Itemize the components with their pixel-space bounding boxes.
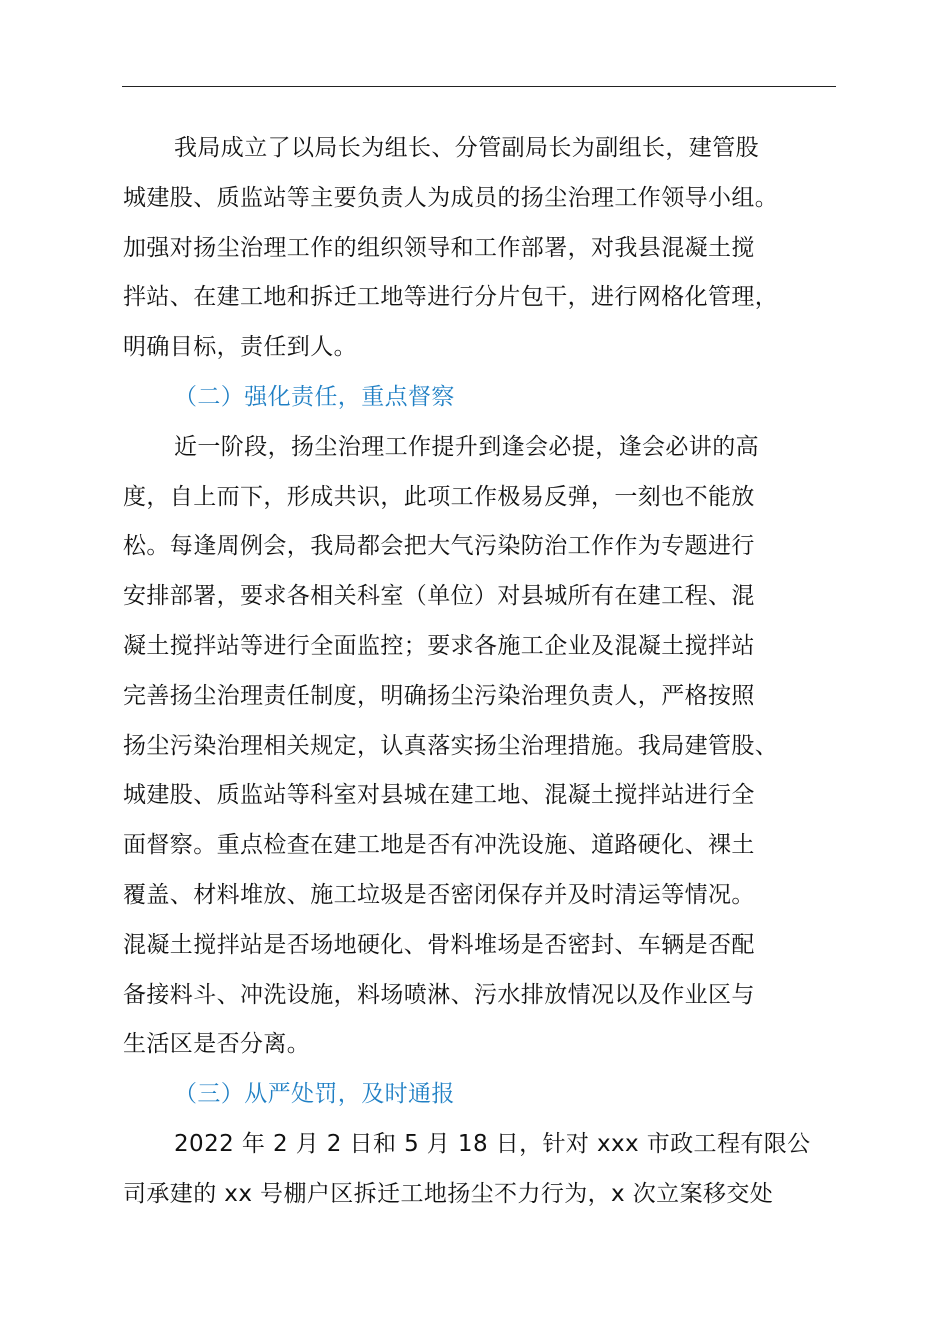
paragraph-line: 松。每逢周例会，我局都会把大气污染防治工作作为专题进行 — [123, 533, 755, 560]
paragraph-line: 司承建的 xx 号棚户区拆迁工地扬尘不力行为，x 次立案移交处 — [123, 1180, 774, 1207]
paragraph-line: 城建股、质监站等科室对县城在建工地、混凝土搅拌站进行全 — [123, 782, 755, 809]
paragraph-line: 扬尘污染治理相关规定，认真落实扬尘治理措施。我局建管股、 — [123, 732, 779, 759]
section-heading: （三）从严处罚，及时通报 — [174, 1081, 455, 1108]
paragraph-line: 拌站、在建工地和拆迁工地等进行分片包干，进行网格化管理， — [123, 284, 779, 311]
paragraph-line: 加强对扬尘治理工作的组织领导和工作部署，对我县混凝土搅 — [123, 234, 755, 261]
paragraph-line: 我局成立了以局长为组长、分管副局长为副组长，建管股 — [174, 135, 759, 161]
paragraph-line: 城建股、质监站等主要负责人为成员的扬尘治理工作领导小组。 — [123, 184, 779, 211]
paragraph-line: 混凝土搅拌站是否场地硬化、骨料堆场是否密封、车辆是否配 — [123, 931, 755, 958]
document-body — [123, 124, 863, 1220]
paragraph-line: 安排部署，要求各相关科室（单位）对县城所有在建工程、混 — [123, 583, 755, 610]
paragraph-line: 生活区是否分离。 — [123, 1031, 311, 1058]
paragraph-line: 2022 年 2 月 2 日和 5 月 18 日，针对 xxx 市政工程有限公 — [174, 1130, 811, 1157]
paragraph-line: 明确目标，责任到人。 — [123, 334, 357, 361]
header-rule — [122, 86, 836, 87]
paragraph-line: 备接料斗、冲洗设施，料场喷淋、污水排放情况以及作业区与 — [123, 981, 755, 1008]
paragraph-line: 近一阶段，扬尘治理工作提升到逢会必提，逢会必讲的高 — [174, 433, 759, 460]
section-heading: （二）强化责任，重点督察 — [174, 383, 455, 410]
paragraph-line: 度，自上而下，形成共识，此项工作极易反弹，一刻也不能放 — [123, 483, 755, 510]
paragraph-line: 凝土搅拌站等进行全面监控；要求各施工企业及混凝土搅拌站 — [123, 632, 755, 659]
paragraph-line: 完善扬尘治理责任制度，明确扬尘污染治理负责人，严格按照 — [123, 682, 755, 709]
paragraph-line: 覆盖、材料堆放、施工垃圾是否密闭保存并及时清运等情况。 — [123, 881, 755, 908]
paragraph-line: 面督察。重点检查在建工地是否有冲洗设施、道路硬化、裸土 — [123, 832, 755, 859]
